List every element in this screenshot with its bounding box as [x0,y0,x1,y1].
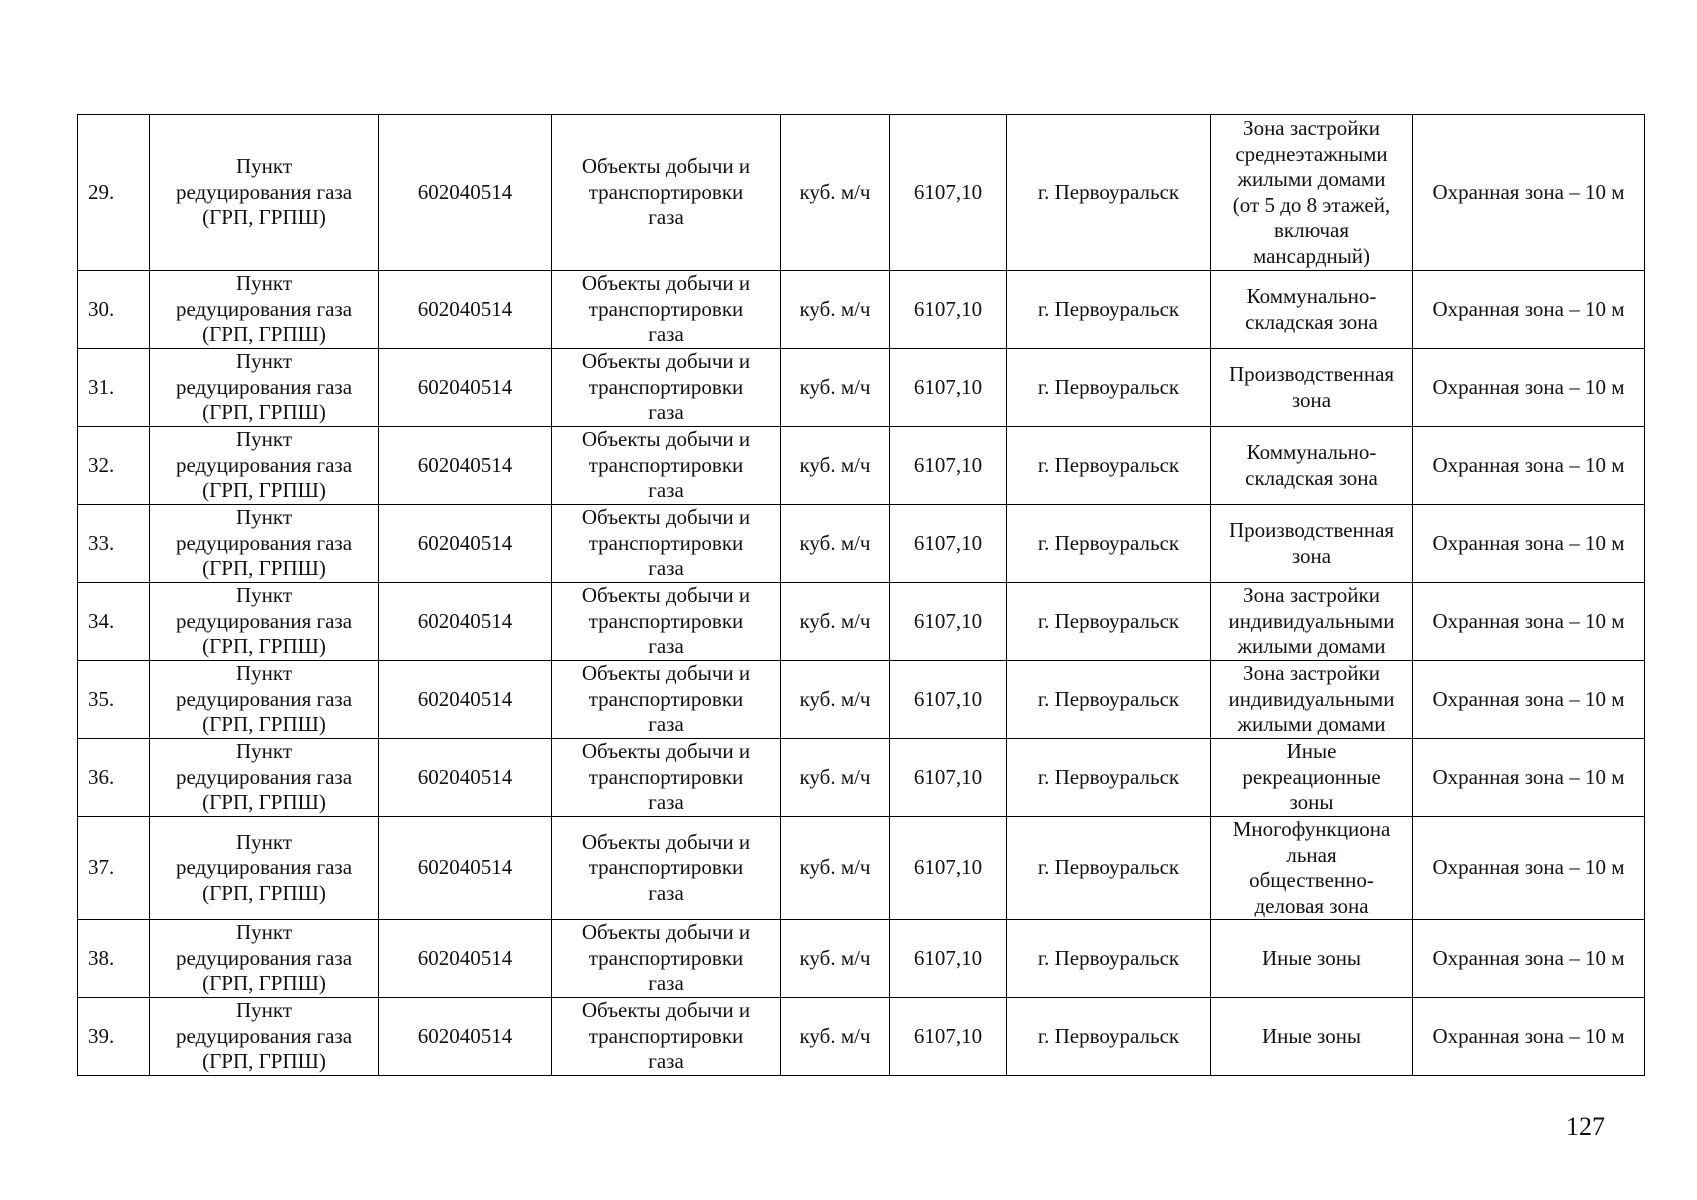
page-number: 127 [1566,1112,1605,1141]
zone-type-line: Многофункциона [1232,817,1391,841]
object-name-line: редуцирования газа [175,1023,353,1048]
row-number-cell: 36. [78,739,150,817]
object-category-line: газа [648,400,684,425]
protection-zone-cell: Охранная зона – 10 м [1413,661,1645,739]
zone-type-line: льная [1286,842,1337,867]
protection-zone-cell: Охранная зона – 10 м [1413,920,1645,998]
object-category-line: газа [648,790,684,815]
object-code-cell: 602040514 [379,427,552,505]
object-name-line: Пункт [235,271,292,296]
unit-of-measure-cell: куб. м/ч [781,817,890,920]
object-name-line: редуцирования газа [175,686,353,711]
object-name-line: редуцирования газа [175,945,353,970]
capacity-value-cell: 6107,10 [890,920,1007,998]
row-number-cell: 33. [78,505,150,583]
table-body [78,115,1645,1076]
location-cell: г. Первоуральск [1007,998,1211,1076]
object-name-cell [150,817,379,920]
object-category-line: газа [648,634,684,659]
object-name-cell [150,427,379,505]
zone-type-cell [1211,505,1413,583]
location-cell: г. Первоуральск [1007,349,1211,427]
table-row [78,583,1645,661]
object-category-line: Объекты добычи и [581,661,751,686]
objects-table [77,114,1645,1076]
object-category-line: транспортировки [588,1023,744,1048]
protection-zone-cell: Охранная зона – 10 м [1413,115,1645,271]
zone-type-cell [1211,349,1413,427]
zone-type-line: зона [1291,387,1332,412]
protection-zone-cell: Охранная зона – 10 м [1413,271,1645,349]
zone-type-line: Иные зоны [1261,945,1362,970]
object-category-line: газа [648,478,684,503]
location-cell: г. Первоуральск [1007,739,1211,817]
row-number-cell: 39. [78,998,150,1076]
object-name-line: Пункт [235,920,292,945]
object-category-line: Объекты добычи и [581,427,751,452]
object-code-cell: 602040514 [379,817,552,920]
object-category-cell [552,817,781,920]
object-category-line: газа [648,322,684,347]
unit-of-measure-cell: куб. м/ч [781,920,890,998]
zone-type-line: (от 5 до 8 этажей, [1232,192,1391,217]
object-category-cell [552,920,781,998]
zone-type-cell [1211,115,1413,271]
zone-type-line: жилыми домами [1237,167,1386,191]
row-number-cell: 38. [78,920,150,998]
object-name-cell [150,115,379,271]
zone-type-line: Зона застройки [1243,661,1380,686]
table-row [78,427,1645,505]
zone-type-line: складская зона [1245,465,1378,490]
object-name-line: (ГРП, ГРПШ) [202,790,326,815]
object-code-cell: 602040514 [379,739,552,817]
protection-zone-cell: Охранная зона – 10 м [1413,505,1645,583]
zone-type-line: мансардный) [1252,243,1371,268]
object-name-line: (ГРП, ГРПШ) [202,634,326,659]
object-name-line: Пункт [235,427,292,452]
table-row [78,661,1645,739]
location-cell: г. Первоуральск [1007,920,1211,998]
object-category-line: Объекты добычи и [581,271,751,296]
protection-zone-cell: Охранная зона – 10 м [1413,998,1645,1076]
object-name-line: (ГРП, ГРПШ) [202,712,326,737]
object-code-cell: 602040514 [379,583,552,661]
row-number-cell: 30. [78,271,150,349]
object-category-line: газа [648,971,684,996]
object-category-cell [552,998,781,1076]
zone-type-cell [1211,817,1413,920]
object-code-cell: 602040514 [379,505,552,583]
object-name-line: Пункт [235,829,292,854]
zone-type-line: Зона застройки [1243,583,1380,608]
zone-type-line: Иные [1286,739,1337,764]
unit-of-measure-cell: куб. м/ч [781,998,890,1076]
unit-of-measure-cell: куб. м/ч [781,661,890,739]
unit-of-measure-cell: куб. м/ч [781,115,890,271]
table-row [78,739,1645,817]
capacity-value-cell: 6107,10 [890,115,1007,271]
object-name-line: Пункт [235,739,292,764]
object-category-cell [552,739,781,817]
object-category-line: транспортировки [588,945,744,970]
object-name-line: редуцирования газа [175,764,353,789]
object-category-cell [552,583,781,661]
zone-type-line: Производственная [1228,518,1395,542]
object-category-line: газа [648,1049,684,1074]
table-row [78,920,1645,998]
capacity-value-cell: 6107,10 [890,998,1007,1076]
unit-of-measure-cell: куб. м/ч [781,349,890,427]
zone-type-line: жилыми домами [1237,634,1386,659]
object-name-line: (ГРП, ГРПШ) [202,205,326,230]
protection-zone-cell: Охранная зона – 10 м [1413,739,1645,817]
object-code-cell: 602040514 [379,920,552,998]
object-category-line: Объекты добычи и [581,154,751,179]
unit-of-measure-cell: куб. м/ч [781,739,890,817]
object-name-line: Пункт [235,505,292,530]
object-category-line: газа [648,712,684,737]
capacity-value-cell: 6107,10 [890,271,1007,349]
object-name-line: Пункт [235,154,292,179]
zone-type-line: индивидуальными [1228,608,1395,633]
object-category-line: Объекты добычи и [581,829,751,854]
object-category-cell [552,115,781,271]
table-row [78,271,1645,349]
object-code-cell: 602040514 [379,271,552,349]
object-category-line: Объекты добычи и [581,583,751,608]
object-name-cell [150,583,379,661]
zone-type-line: деловая зона [1254,893,1369,918]
unit-of-measure-cell: куб. м/ч [781,271,890,349]
object-category-line: газа [648,880,684,905]
object-name-line: (ГРП, ГРПШ) [202,556,326,581]
object-category-line: транспортировки [588,296,744,321]
object-name-cell [150,349,379,427]
capacity-value-cell: 6107,10 [890,661,1007,739]
object-category-line: газа [648,556,684,581]
zone-type-cell [1211,998,1413,1076]
object-code-cell: 602040514 [379,998,552,1076]
zone-type-cell [1211,920,1413,998]
row-number-cell: 34. [78,583,150,661]
row-number-cell: 32. [78,427,150,505]
protection-zone-cell: Охранная зона – 10 м [1413,817,1645,920]
zone-type-line: Коммунально- [1246,284,1377,308]
object-name-line: редуцирования газа [175,296,353,321]
object-category-line: Объекты добычи и [581,998,751,1023]
object-name-line: (ГРП, ГРПШ) [202,322,326,347]
object-category-cell [552,271,781,349]
zone-type-line: индивидуальными [1228,686,1395,711]
object-name-line: редуцирования газа [175,530,353,555]
object-name-cell [150,661,379,739]
object-name-line: редуцирования газа [175,608,353,633]
object-category-line: транспортировки [588,855,744,880]
zone-type-line: складская зона [1245,309,1378,334]
object-category-cell [552,661,781,739]
protection-zone-cell: Охранная зона – 10 м [1413,349,1645,427]
table-row [78,505,1645,583]
capacity-value-cell: 6107,10 [890,583,1007,661]
object-name-cell [150,271,379,349]
object-category-cell [552,349,781,427]
zone-type-line: Зона застройки [1243,116,1380,140]
capacity-value-cell: 6107,10 [890,817,1007,920]
object-name-line: редуцирования газа [175,374,353,399]
row-number-cell: 29. [78,115,150,271]
object-category-cell [552,505,781,583]
object-category-line: Объекты добычи и [581,349,751,374]
zone-type-cell [1211,739,1413,817]
location-cell: г. Первоуральск [1007,505,1211,583]
table-row [78,998,1645,1076]
zone-type-line: зона [1291,543,1332,568]
table-row [78,817,1645,920]
object-name-cell [150,505,379,583]
object-name-line: Пункт [235,583,292,608]
object-name-line: редуцирования газа [175,179,353,204]
location-cell: г. Первоуральск [1007,661,1211,739]
object-category-line: транспортировки [588,374,744,399]
object-name-line: (ГРП, ГРПШ) [202,971,326,996]
zone-type-cell [1211,427,1413,505]
object-name-line: (ГРП, ГРПШ) [202,880,326,905]
object-category-line: газа [648,205,684,230]
object-category-line: Объекты добычи и [581,739,751,764]
object-category-line: Объекты добычи и [581,920,751,945]
capacity-value-cell: 6107,10 [890,505,1007,583]
object-category-line: транспортировки [588,686,744,711]
location-cell: г. Первоуральск [1007,817,1211,920]
zone-type-cell [1211,661,1413,739]
zone-type-line: жилыми домами [1237,712,1386,737]
object-code-cell: 602040514 [379,115,552,271]
object-name-line: редуцирования газа [175,452,353,477]
object-name-cell [150,998,379,1076]
object-name-line: (ГРП, ГРПШ) [202,400,326,425]
object-name-cell [150,920,379,998]
capacity-value-cell: 6107,10 [890,739,1007,817]
object-category-line: транспортировки [588,530,744,555]
zone-type-line: среднеэтажными [1235,141,1388,166]
zone-type-line: общественно- [1249,868,1374,892]
zone-type-line: рекреационные [1242,764,1381,789]
object-name-cell [150,739,379,817]
object-category-line: транспортировки [588,764,744,789]
zone-type-line: Производственная [1228,362,1395,386]
object-category-cell [552,427,781,505]
capacity-value-cell: 6107,10 [890,349,1007,427]
location-cell: г. Первоуральск [1007,427,1211,505]
object-category-line: транспортировки [588,452,744,477]
object-category-line: транспортировки [588,179,744,204]
location-cell: г. Первоуральск [1007,583,1211,661]
object-code-cell: 602040514 [379,661,552,739]
object-name-line: редуцирования газа [175,855,353,880]
zone-type-line: включая [1273,218,1350,242]
unit-of-measure-cell: куб. м/ч [781,427,890,505]
location-cell: г. Первоуральск [1007,271,1211,349]
zone-type-cell [1211,583,1413,661]
zone-type-line: зоны [1289,790,1334,815]
row-number-cell: 35. [78,661,150,739]
capacity-value-cell: 6107,10 [890,427,1007,505]
unit-of-measure-cell: куб. м/ч [781,583,890,661]
unit-of-measure-cell: куб. м/ч [781,505,890,583]
object-category-line: Объекты добычи и [581,505,751,530]
row-number-cell: 31. [78,349,150,427]
zone-type-line: Иные зоны [1261,1023,1362,1048]
location-cell: г. Первоуральск [1007,115,1211,271]
zone-type-line: Коммунально- [1246,440,1377,464]
object-code-cell: 602040514 [379,349,552,427]
object-name-line: (ГРП, ГРПШ) [202,478,326,503]
object-category-line: транспортировки [588,608,744,633]
object-name-line: Пункт [235,661,292,686]
zone-type-cell [1211,271,1413,349]
row-number-cell: 37. [78,817,150,920]
protection-zone-cell: Охранная зона – 10 м [1413,427,1645,505]
object-name-line: Пункт [235,349,292,374]
protection-zone-cell: Охранная зона – 10 м [1413,583,1645,661]
object-name-line: (ГРП, ГРПШ) [202,1049,326,1074]
table-row [78,115,1645,271]
table-row [78,349,1645,427]
object-name-line: Пункт [235,998,292,1023]
